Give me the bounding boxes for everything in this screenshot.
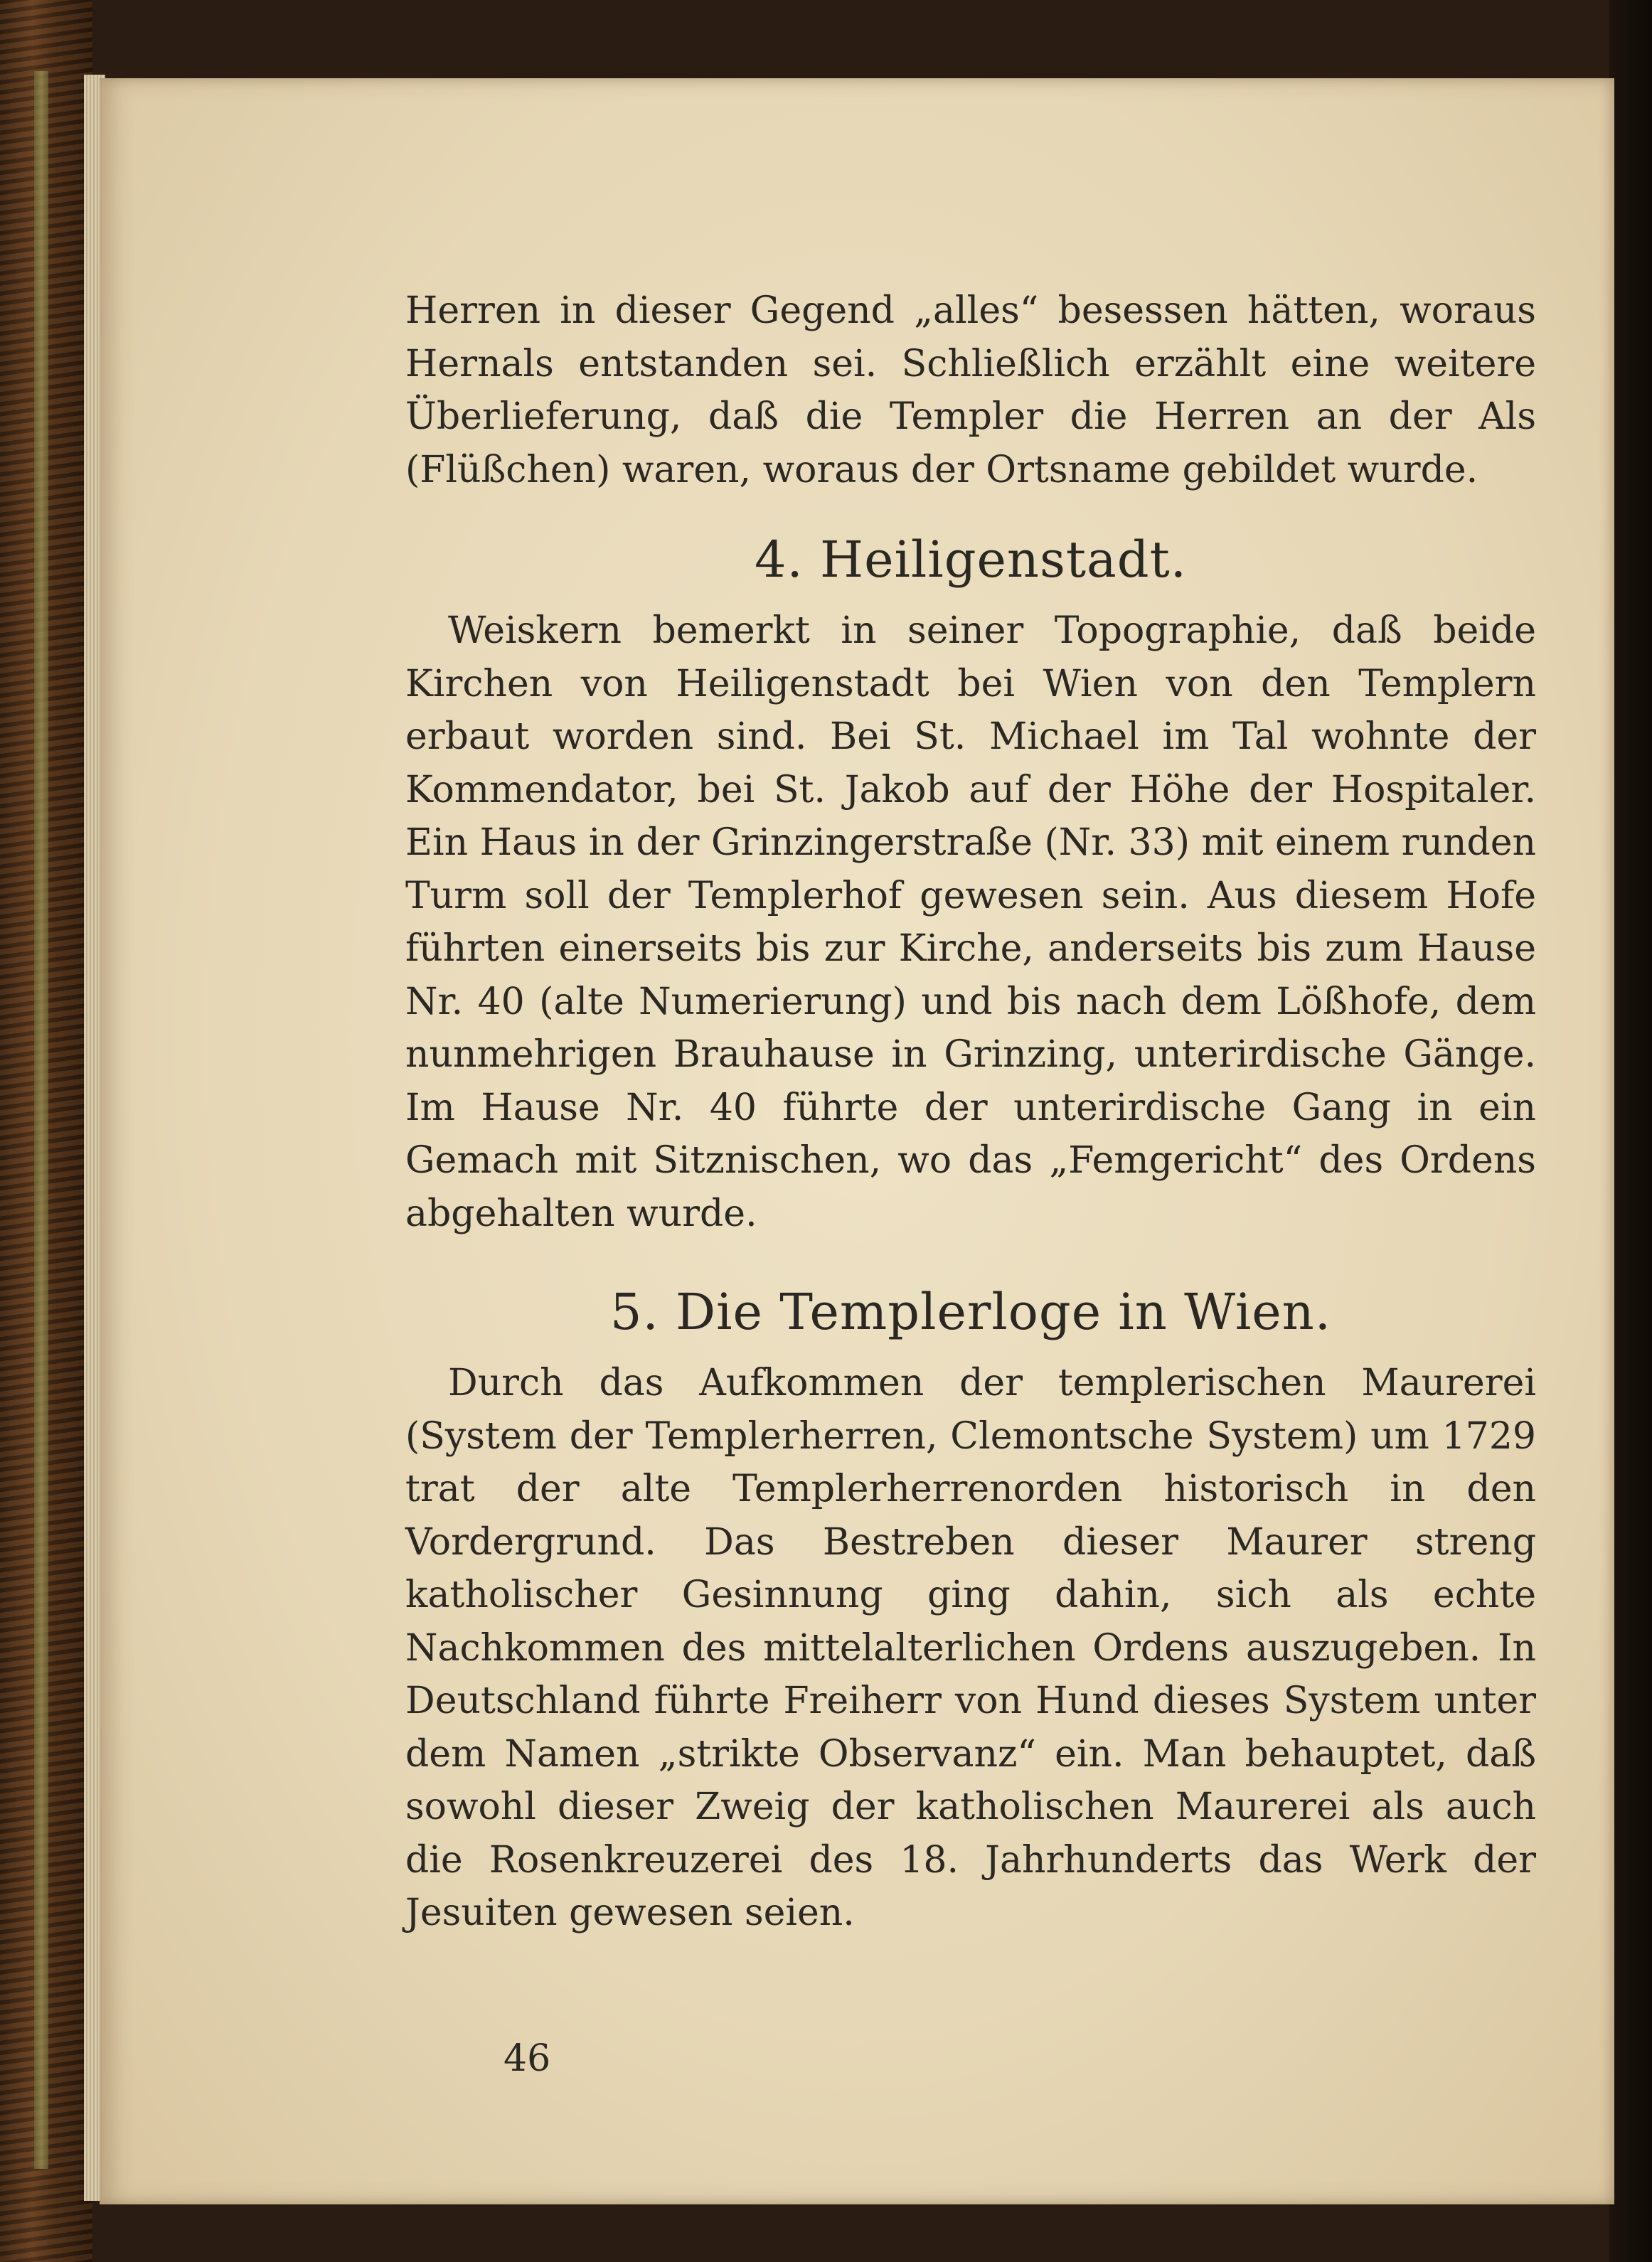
continuation-paragraph-block — [405, 284, 1536, 496]
continuation-paragraph: Herren in dieser Gegend „alles“ besessen hätten, woraus Hernals entstanden sei. Schließlich erzählt eine weitere Überlieferung, daß die Templer die Herren an der Als (Flüßchen) waren, woraus der Ortsname gebildet wurde. — [405, 289, 1536, 491]
section-heading-templerloge: 5. Die Templerloge in Wien. — [610, 1283, 1331, 1341]
section-body-block-templerloge — [405, 1357, 1536, 1940]
section-body-templerloge: Durch das Aufkommen der templerischen Maurerei (System der Templerherren, Clemontsche System) um 1729 trat der alte Templerherrenorden historisch in den Vordergrund. Das Bestreben dieser Maurer streng katholischer Gesinnung ging dahin, sich als echte Nachkommen des mittelalterlichen Ordens auszugeben. In Deutschland führte Freiherr von Hund dieses System unter dem Namen „strikte Observanz“ ein. Man behauptet, daß sowohl dieser Zweig der katholischen Maurerei als auch die Rosenkreuzerei des 18. Jahrhunderts das Werk der Jesuiten gewesen seien. — [405, 1362, 1536, 1934]
section-body-block-heiligenstadt — [405, 604, 1536, 1240]
background-right-edge — [1609, 0, 1652, 2262]
book-cover-edge — [0, 0, 92, 2262]
section-heading-heiligenstadt: 4. Heiligenstadt. — [755, 530, 1187, 589]
book-page — [100, 78, 1614, 2204]
page-number: 46 — [503, 2037, 551, 2080]
section-body-heiligenstadt: Weiskern bemerkt in seiner Topographie, daß beide Kirchen von Heiligenstadt bei Wien von den Templern erbaut worden sind. Bei St. Michael im Tal wohnte der Kommendator, bei St. Jakob auf der Höhe der Hospitaler. Ein Haus in der Grinzingerstraße (Nr. 33) mit einem runden Turm soll der Templerhof gewesen sein. Aus diesem Hofe führten einerseits bis zur Kirche, anderseits bis zum Hause Nr. 40 (alte Numerierung) und bis nach dem Lößhofe, dem nunmehrigen Brauhause in Grinzing, unterirdische Gänge. Im Hause Nr. 40 führte der unterirdische Gang in ein Gemach mit Sitznischen, wo das „Femgericht“ des Ordens abgehalten wurde. — [405, 609, 1536, 1235]
binding-gilt-strip — [34, 71, 48, 2169]
